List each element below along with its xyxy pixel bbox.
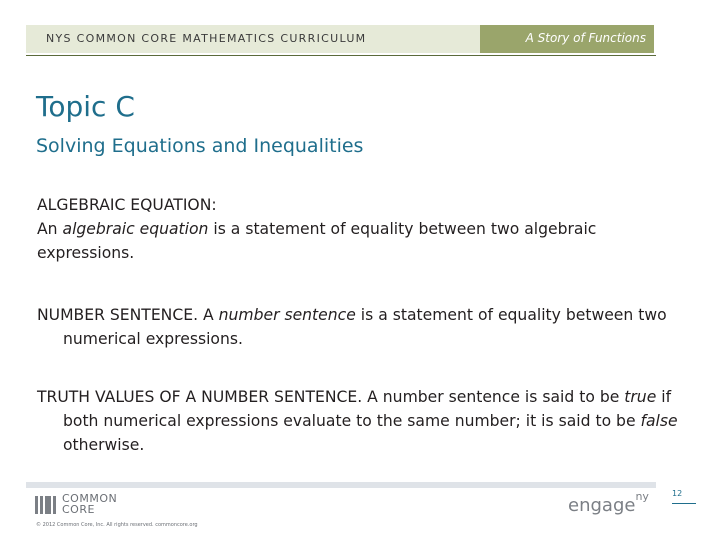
header-left-panel	[26, 25, 506, 53]
definition-term: TRUTH VALUES OF A NUMBER SENTENCE.	[37, 388, 363, 406]
header-divider	[26, 55, 656, 56]
definition-number-sentence: NUMBER SENTENCE. A number sentence is a statement of equality between two numerical expressions.	[37, 306, 667, 348]
footer-bar	[26, 482, 656, 488]
page-number-rule	[672, 503, 696, 504]
curriculum-title: NYS COMMON CORE MATHEMATICS CURRICULUM	[46, 32, 367, 45]
topic-title: Topic C	[36, 90, 135, 123]
definition-term: NUMBER SENTENCE.	[37, 306, 199, 324]
common-core-logo-text: COMMON CORE	[62, 492, 118, 516]
topic-subtitle: Solving Equations and Inequalities	[36, 135, 364, 157]
common-core-logo-icon	[35, 496, 59, 514]
module-title: A Story of Functions	[525, 31, 646, 45]
engageny-logo: engage$^{ny}$	[568, 490, 649, 516]
definition-algebraic-equation	[37, 193, 667, 265]
header-right-panel	[480, 25, 654, 53]
page-number: 12	[672, 489, 683, 498]
definition-term: ALGEBRAIC EQUATION:	[37, 196, 217, 214]
definition-text: An algebraic equation is a statement of equality between two algebraic expressions.	[37, 220, 597, 262]
definition-truth-values: TRUTH VALUES OF A NUMBER SENTENCE. A number sentence is said to be true if both numerical expressions evaluate to the same number; it is said to be false otherwise.	[37, 388, 678, 454]
copyright-notice: © 2012 Common Core, Inc. All rights reserved. commoncore.org	[36, 522, 198, 528]
